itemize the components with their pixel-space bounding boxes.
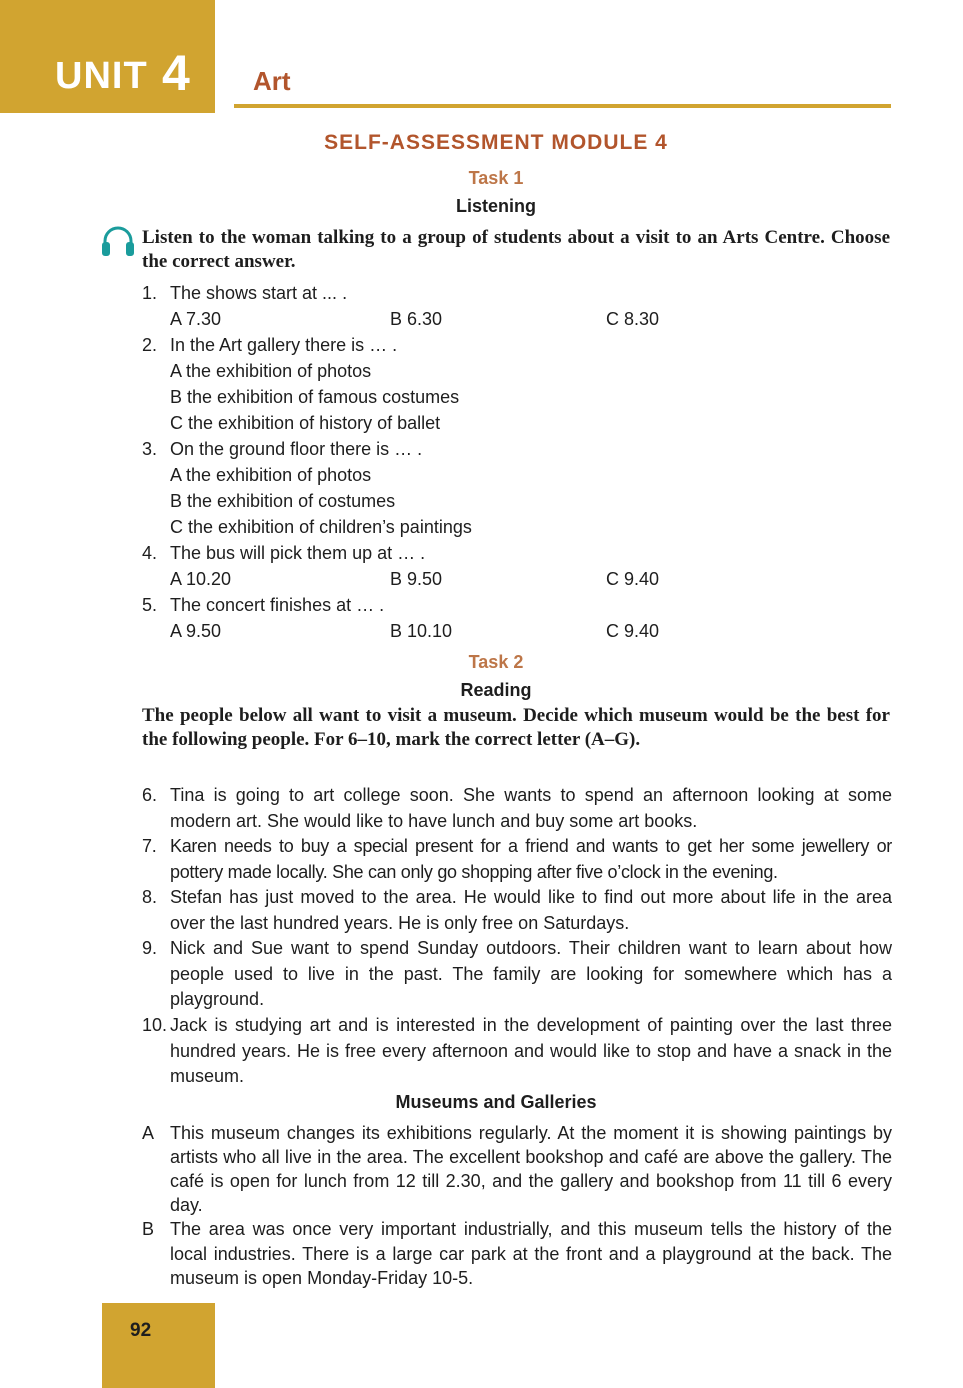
option-b: B the exhibition of famous costumes — [170, 387, 460, 407]
unit-number: 4 — [162, 45, 190, 101]
option-b: B the exhibition of costumes — [170, 491, 396, 511]
museums-title: Museums and Galleries — [395, 1092, 597, 1112]
person-text: Jack is studying art and is interested in the development of painting over the last three hundred years. He is free every afternoon and would like to stop and have a snack in the museum. — [170, 1015, 892, 1086]
museum-letter: A — [142, 1123, 155, 1143]
option-b: B 9.50 — [390, 569, 443, 589]
option-c: C 9.40 — [606, 569, 660, 589]
person-number: 6. — [142, 785, 158, 805]
person-number: 10. — [142, 1015, 168, 1035]
option-a: A 7.30 — [170, 309, 222, 329]
option-a: A 9.50 — [170, 621, 222, 641]
option-a: A the exhibition of photos — [170, 361, 372, 381]
option-a: A the exhibition of photos — [170, 465, 372, 485]
person-text: Karen needs to buy a special present for a friend and wants to get her some jewellery or pottery made locally. She can only go shopping after five o’clock in the evening. — [170, 836, 892, 882]
unit-word: UNIT — [55, 55, 148, 97]
person-8 — [142, 885, 892, 936]
museum-text: This museum changes its exhibitions regularly. At the moment it is showing paintings by artists who all live in the area. The excellent bookshop and café are above the gallery. The café is open for lunch from 12 till 2.30, and the gallery and bookshop from 11 till 6 every day. — [170, 1123, 892, 1215]
question-number: 5. — [142, 595, 158, 615]
museum-letter: B — [142, 1219, 155, 1239]
option-c: C the exhibition of children’s paintings — [170, 517, 472, 537]
person-6 — [142, 783, 892, 834]
question-text: On the ground floor there is … . — [170, 439, 423, 459]
person-number: 9. — [142, 938, 158, 958]
option-b: B 6.30 — [390, 309, 443, 329]
unit-badge — [0, 0, 215, 113]
person-7 — [142, 834, 892, 885]
museum-b — [142, 1217, 892, 1291]
title-rule — [234, 104, 891, 108]
task2-skill: Reading — [460, 680, 532, 700]
page-number-box — [102, 1303, 215, 1388]
option-c: C 9.40 — [606, 621, 660, 641]
headphones-icon — [100, 226, 136, 258]
task1-label: Task 1 — [468, 168, 524, 188]
task1-instruction: Listen to the woman talking to a group of students about a visit to an Arts Centre. Choose the correct answer. — [142, 227, 890, 272]
question-text: The concert finishes at … . — [170, 595, 385, 615]
page-number: 92 — [130, 1320, 152, 1341]
person-number: 8. — [142, 887, 158, 907]
task2-instruction: The people below all want to visit a museum. Decide which museum would be the best for the following people. For 6–10, mark the correct letter (A–G). — [142, 705, 890, 750]
museum-text: The area was once very important industrially, and this museum tells the history of the local industries. There is a large car park at the front and a playground at the back. The museum is open Monday-Friday 10-5. — [170, 1219, 892, 1288]
question-number: 1. — [142, 283, 158, 303]
unit-title: Art — [253, 66, 291, 96]
person-9 — [142, 936, 892, 1013]
question-text: In the Art gallery there is … . — [170, 335, 398, 355]
person-10 — [142, 1013, 892, 1090]
person-text: Nick and Sue want to spend Sunday outdoors. Their children want to learn about how people used to live in the past. The family are looking for somewhere which has a playground. — [170, 938, 892, 1009]
museum-a — [142, 1121, 892, 1217]
option-a: A 10.20 — [170, 569, 232, 589]
person-number: 7. — [142, 836, 157, 856]
person-text: Tina is going to art college soon. She wants to spend an afternoon looking at some modern art. She would like to have lunch and buy some art books. — [170, 785, 892, 831]
task2-label: Task 2 — [468, 652, 524, 672]
option-c: C the exhibition of history of ballet — [170, 413, 441, 433]
question-number: 4. — [142, 543, 158, 563]
question-text: The bus will pick them up at … . — [170, 543, 426, 563]
option-b: B 10.10 — [390, 621, 453, 641]
module-title: SELF-ASSESSMENT MODULE 4 — [324, 131, 668, 154]
question-number: 3. — [142, 439, 158, 459]
option-c: C 8.30 — [606, 309, 660, 329]
person-text: Stefan has just moved to the area. He would like to find out more about life in the area over the last hundred years. He is only free on Saturdays. — [170, 887, 892, 933]
task1-skill: Listening — [456, 196, 536, 216]
question-number: 2. — [142, 335, 158, 355]
question-text: The shows start at ... . — [170, 283, 348, 303]
